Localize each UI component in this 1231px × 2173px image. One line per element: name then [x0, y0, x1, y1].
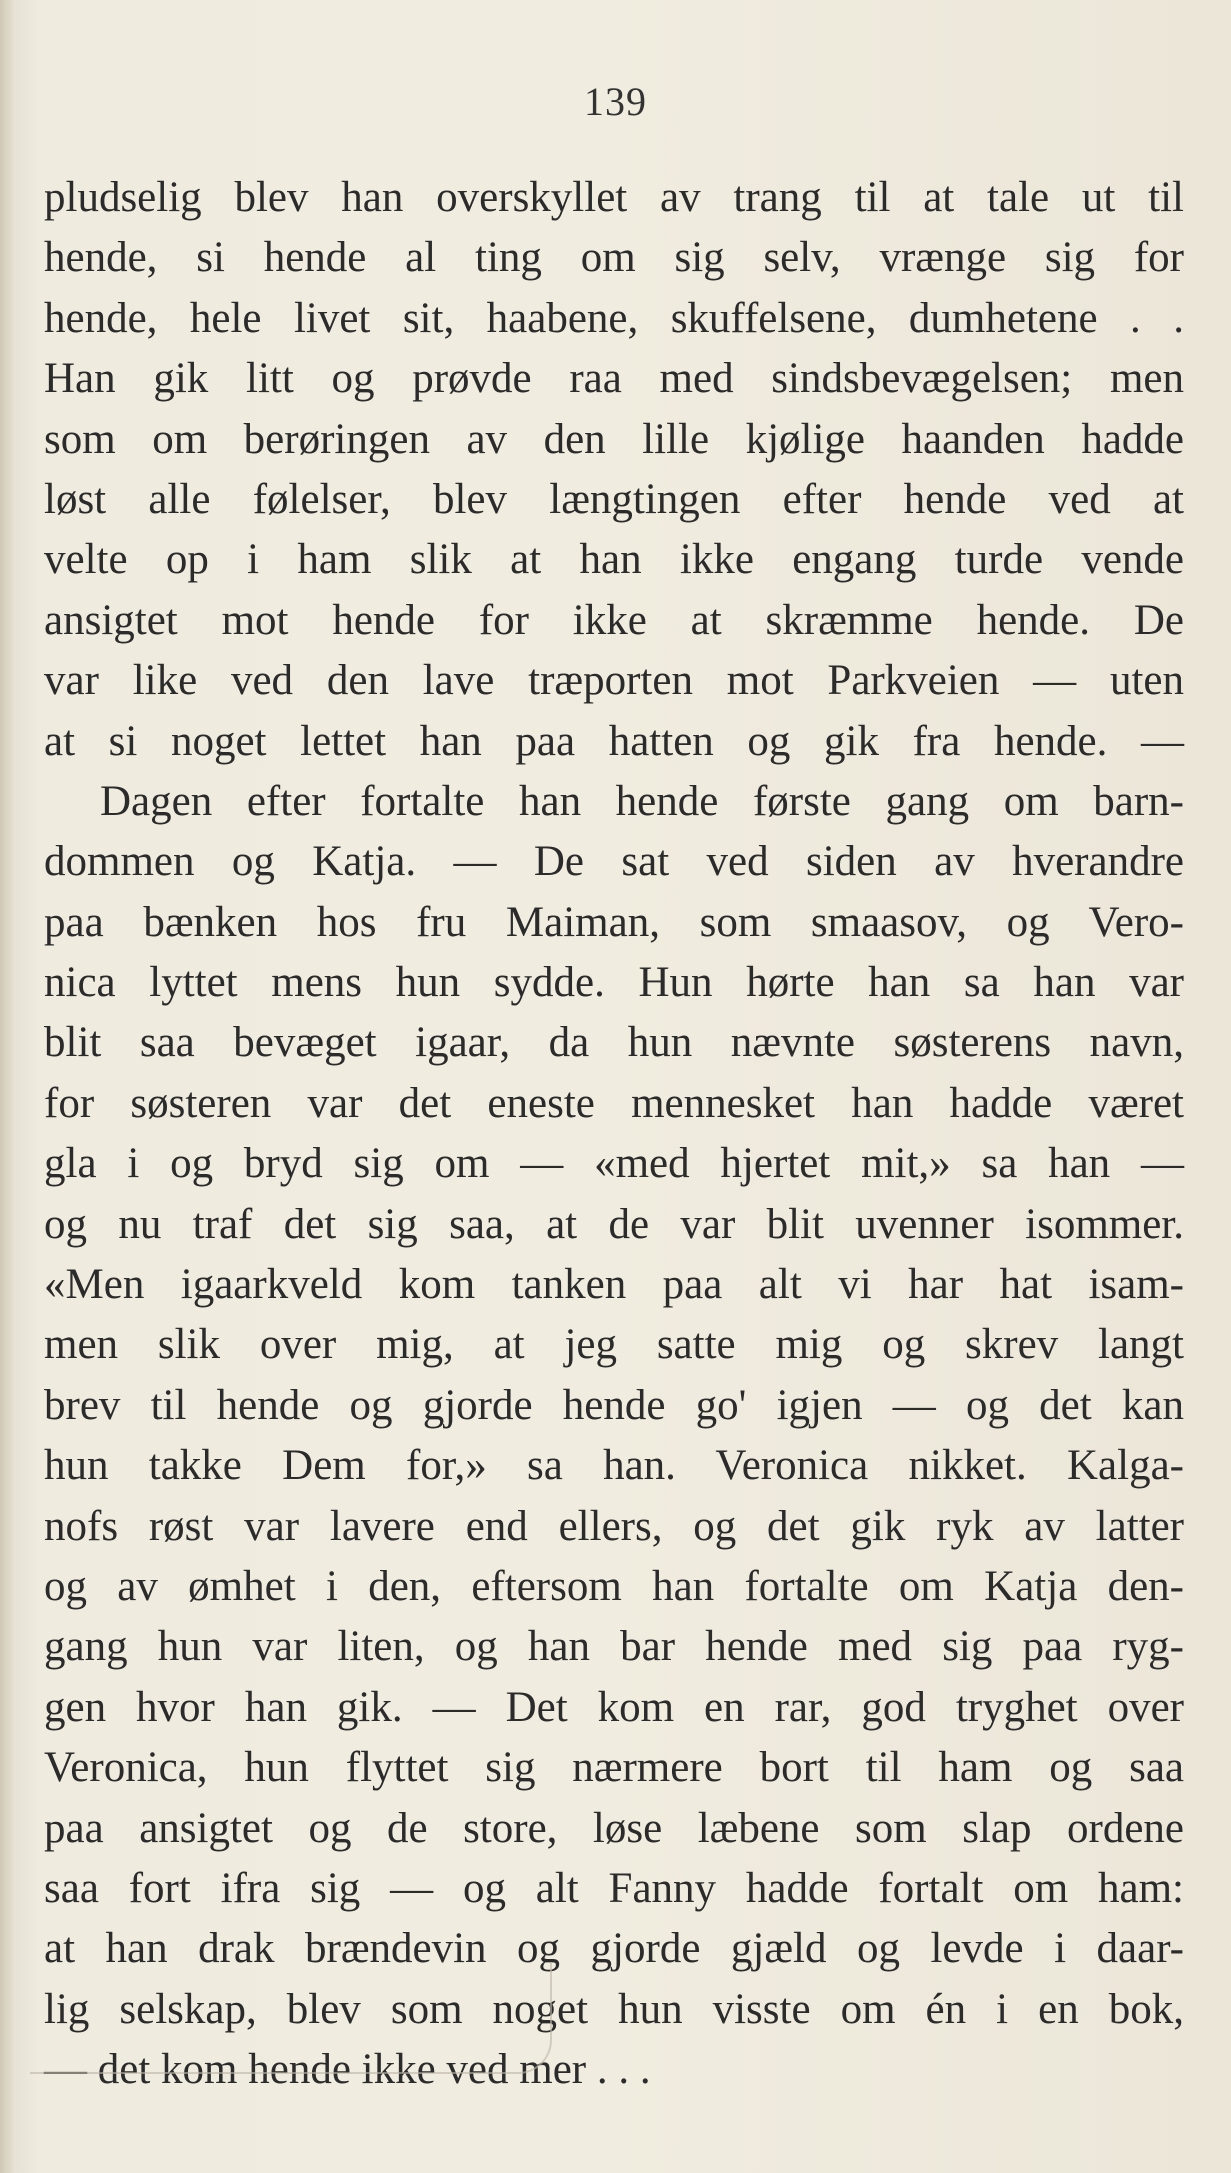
text-line: dommen og Katja. — De sat ved siden av hverandre [44, 838, 1184, 886]
text-line: men slik over mig, at jeg satte mig og skrev langt [44, 1321, 1184, 1369]
text-line: og nu traf det sig saa, at de var blit uvenner isommer. [44, 1200, 1184, 1248]
binding-edge [0, 0, 14, 2173]
text-line: Veronica, hun flyttet sig nærmere bort til ham og saa [44, 1744, 1184, 1792]
text-line: hende, si hende al ting om sig selv, vrænge sig for [44, 234, 1184, 282]
text-line: var like ved den lave træporten mot Parkveien — uten [44, 657, 1184, 705]
text-line: blit saa bevæget igaar, da hun nævnte søsterens navn, [44, 1019, 1184, 1067]
text-line: løst alle følelser, blev længtingen efter hende ved at [44, 475, 1184, 523]
text-line: lig selskap, blev som noget hun visste om én i en bok, [44, 1985, 1184, 2033]
page-number: 139 [584, 79, 647, 124]
text-line: for søsteren var det eneste mennesket han hadde været [44, 1079, 1184, 1127]
text-line: hende, hele livet sit, haabene, skuffelsene, dumhetene . . [44, 294, 1184, 342]
text-line: Han gik litt og prøvde raa med sindsbevægelsen; men [44, 355, 1184, 403]
text-line: saa fort ifra sig — og alt Fanny hadde fortalt om ham: [44, 1864, 1184, 1912]
text-line: gla i og bryd sig om — «med hjertet mit,» sa han — [44, 1140, 1184, 1188]
text-line: gang hun var liten, og han bar hende med sig paa ryg- [44, 1623, 1184, 1671]
text-line: og av ømhet i den, eftersom han fortalte om Katja den- [44, 1562, 1184, 1610]
text-line: hun takke Dem for,» sa han. Veronica nikket. Kalga- [44, 1442, 1184, 1490]
text-line: at si noget lettet han paa hatten og gik fra hende. — [44, 717, 1184, 765]
text-line: at han drak brændevin og gjorde gjæld og levde i daar- [44, 1925, 1184, 1973]
text-line: nofs røst var lavere end ellers, og det gik ryk av latter [44, 1502, 1184, 1550]
text-line: brev til hende og gjorde hende go' igjen — og det kan [44, 1381, 1184, 1429]
text-line: paa bænken hos fru Maiman, som smaasov, og Vero- [44, 898, 1184, 946]
text-line: pludselig blev han overskyllet av trang til at tale ut til [44, 174, 1184, 221]
text-line: ansigtet mot hende for ikke at skræmme hende. De [44, 596, 1184, 644]
text-line: gen hvor han gik. — Det kom en rar, god tryghet over [44, 1683, 1184, 1731]
sticker-outline [30, 1962, 552, 2074]
text-line: «Men igaarkveld kom tanken paa alt vi har hat isam- [44, 1261, 1184, 1309]
text-line: — det kom hende ikke ved mer . . . [44, 2046, 651, 2094]
text-line: nica lyttet mens hun sydde. Hun hørte han sa han var [44, 959, 1184, 1007]
text-line: som om berøringen av den lille kjølige haanden hadde [44, 415, 1184, 463]
text-line: paa ansigtet og de store, løse læbene som slap ordene [44, 1804, 1184, 1852]
text-line: Dagen efter fortalte han hende første gang om barn- [100, 777, 1184, 825]
body-text [44, 168, 1184, 2101]
text-line: velte op i ham slik at han ikke engang turde vende [44, 536, 1184, 584]
